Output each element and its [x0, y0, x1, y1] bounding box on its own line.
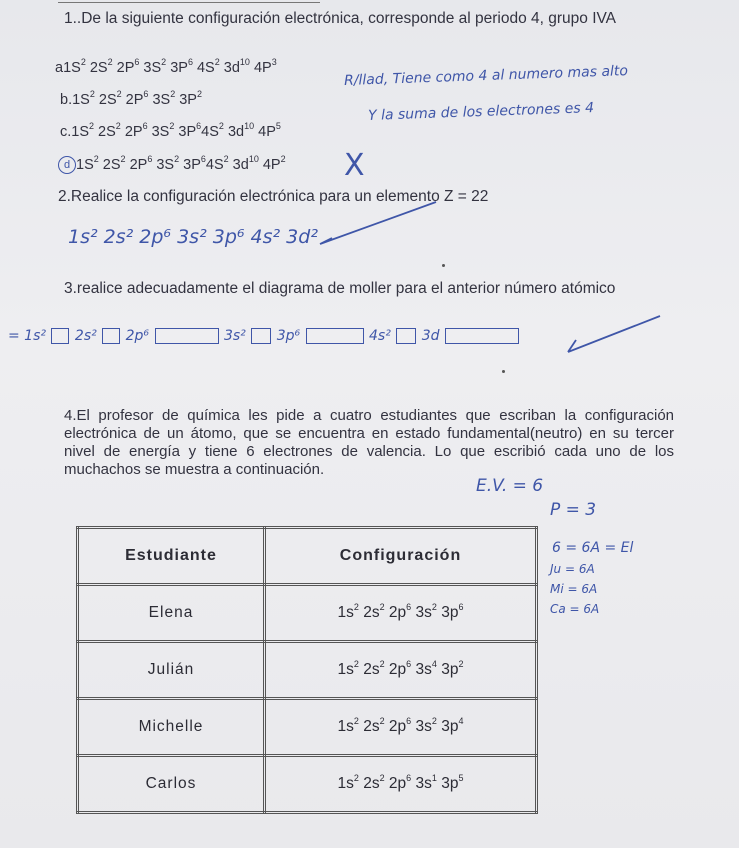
student-config: $1s^2$ $2s^2$ $2p^6$ $3s^2$ $3p^6$ — [265, 585, 537, 642]
handwritten-note-mi: Mi = 6A — [550, 582, 598, 596]
student-name: Carlos — [78, 756, 265, 813]
q3-part-7: 3d — [421, 328, 440, 344]
superscript: 2 — [196, 89, 202, 99]
handwritten-note-ju: Ju = 6A — [550, 562, 595, 576]
header-student: Estudiante — [78, 528, 265, 585]
table-header-row — [78, 528, 537, 585]
superscript: 6 — [196, 121, 202, 131]
superscript: 2 — [223, 154, 229, 164]
checkmark-icon — [566, 312, 662, 356]
dot-mark — [442, 264, 445, 267]
superscript: 6 — [406, 602, 412, 612]
superscript: 2 — [379, 659, 385, 669]
header-configuration: Configuración — [265, 528, 537, 585]
orbital-box-group — [445, 328, 519, 344]
superscript: 6 — [134, 57, 140, 67]
orbital-box — [51, 328, 69, 344]
student-name: Julián — [78, 642, 265, 699]
q3-part-2: 2s² — [74, 328, 97, 344]
answer-x-mark: X — [344, 148, 365, 183]
superscript: 10 — [239, 57, 250, 67]
superscript: 5 — [458, 773, 464, 783]
superscript: 2 — [379, 716, 385, 726]
superscript: 6 — [187, 57, 193, 67]
superscript: 10 — [244, 121, 255, 131]
superscript: 2 — [353, 602, 359, 612]
table-row — [78, 699, 537, 756]
superscript: 2 — [107, 57, 113, 67]
handwritten-note-1: R/llad, Tiene como 4 al numero mas alto — [343, 63, 629, 89]
student-config: $1s^2$ $2s^2$ $2p^6$ $3s^4$ $3p^2$ — [265, 642, 537, 699]
superscript: 2 — [93, 154, 99, 164]
superscript: 2 — [379, 602, 385, 612]
superscript: 2 — [379, 773, 385, 783]
q3-part-6: 4s² — [369, 328, 391, 344]
superscript: 6 — [406, 659, 412, 669]
table-row — [78, 585, 537, 642]
table-row — [78, 642, 537, 699]
top-rule — [58, 2, 320, 3]
question-1-prompt: 1..De la siguiente configuración electrónica, corresponde al periodo 4, grupo IVA — [64, 10, 617, 27]
superscript: 6 — [406, 716, 412, 726]
student-config: $1s^2$ $2s^2$ $2p^6$ $3s^1$ $3p^5$ — [265, 756, 537, 813]
superscript: 2 — [120, 154, 126, 164]
q3-part-1: = 1s² — [8, 328, 46, 344]
question-4-prompt: 4.El profesor de química les pide a cuatro estudiantes que escriban la configuración electrónica de un átomo, que se encuentra en estado fundamental(neutro) en su tercer nivel de energía y tiene 6 electrones de valencia. Lo que escribió cada uno de los muchachos se muestra a continuación. — [64, 407, 674, 478]
student-name: Michelle — [78, 699, 265, 756]
table-row — [78, 756, 537, 813]
superscript: 2 — [458, 659, 464, 669]
superscript: 6 — [142, 121, 148, 131]
question-2-handwritten-answer: 1s² 2s² 2p⁶ 3s² 3p⁶ 4s² 3d² — [68, 226, 318, 248]
student-name: Elena — [78, 585, 265, 642]
orbital-box-group — [306, 328, 364, 344]
circled-option-d-mark: d — [58, 156, 76, 174]
handwritten-note-ca: Ca = 6A — [550, 602, 600, 616]
superscript: 2 — [353, 773, 359, 783]
superscript: 5 — [275, 121, 281, 131]
q3-part-5: 3p⁶ — [276, 328, 301, 344]
orbital-box — [396, 328, 416, 344]
handwritten-ev: E.V. = 6 — [476, 476, 544, 496]
superscript: 2 — [80, 57, 86, 67]
checkmark-icon — [318, 200, 438, 250]
superscript: 1 — [431, 773, 437, 783]
superscript: 2 — [353, 716, 359, 726]
student-config: $1s^2$ $2s^2$ $2p^6$ $3s^2$ $3p^4$ — [265, 699, 537, 756]
superscript: 2 — [431, 716, 437, 726]
superscript: 4 — [431, 659, 437, 669]
orbital-box — [251, 328, 271, 344]
option-d: $1S^2$ $2S^2$ $2P^6$ $3S^2$ $3P^64S^2$ $3d^{10}$ $4P^2$ — [76, 154, 286, 173]
question-3-handwritten-answer — [8, 328, 520, 344]
question-3-prompt: 3.realice adecuadamente el diagrama de moller para el anterior número atómico — [64, 280, 616, 297]
superscript: 2 — [169, 121, 175, 131]
option-c: $c.1S^2$ $2S^2$ $2P^6$ $3S^2$ $3P^64S^2$ $3d^{10}$ $4P^5$ — [60, 121, 281, 140]
superscript: 2 — [89, 121, 95, 131]
option-b: $b.1S^2$ $2S^2$ $2P^6$ $3S^2$ $3P^2$ — [60, 89, 202, 108]
superscript: 2 — [116, 89, 122, 99]
option-a: $a1S^2$ $2S^2$ $2P^6$ $3S^2$ $3P^6$ $4S^2$ $3d^{10}$ $4P^3$ — [55, 57, 277, 76]
superscript: 2 — [174, 154, 180, 164]
superscript: 6 — [200, 154, 206, 164]
superscript: 2 — [170, 89, 176, 99]
q3-part-3: 2p⁶ — [125, 328, 150, 344]
handwritten-note-2: Y la suma de los electrones es 4 — [367, 100, 595, 124]
superscript: 2 — [214, 57, 220, 67]
superscript: 2 — [115, 121, 121, 131]
superscript: 2 — [280, 154, 286, 164]
superscript: 2 — [89, 89, 95, 99]
dot-mark — [502, 370, 505, 373]
superscript: 10 — [248, 154, 259, 164]
handwritten-note-6a: 6 = 6A = El — [552, 540, 634, 556]
q3-part-4: 3s² — [223, 328, 246, 344]
superscript: 6 — [406, 773, 412, 783]
handwritten-p: P = 3 — [550, 500, 597, 520]
superscript: 2 — [353, 659, 359, 669]
superscript: 2 — [218, 121, 224, 131]
superscript: 2 — [161, 57, 167, 67]
superscript: 3 — [271, 57, 277, 67]
superscript: 4 — [458, 716, 464, 726]
superscript: 6 — [147, 154, 153, 164]
orbital-box — [102, 328, 120, 344]
superscript: 6 — [458, 602, 464, 612]
superscript: 6 — [143, 89, 149, 99]
students-table — [76, 526, 538, 814]
question-2-prompt: 2.Realice la configuración electrónica para un elemento Z = 22 — [58, 188, 489, 205]
superscript: 2 — [431, 602, 437, 612]
orbital-box-group — [155, 328, 219, 344]
